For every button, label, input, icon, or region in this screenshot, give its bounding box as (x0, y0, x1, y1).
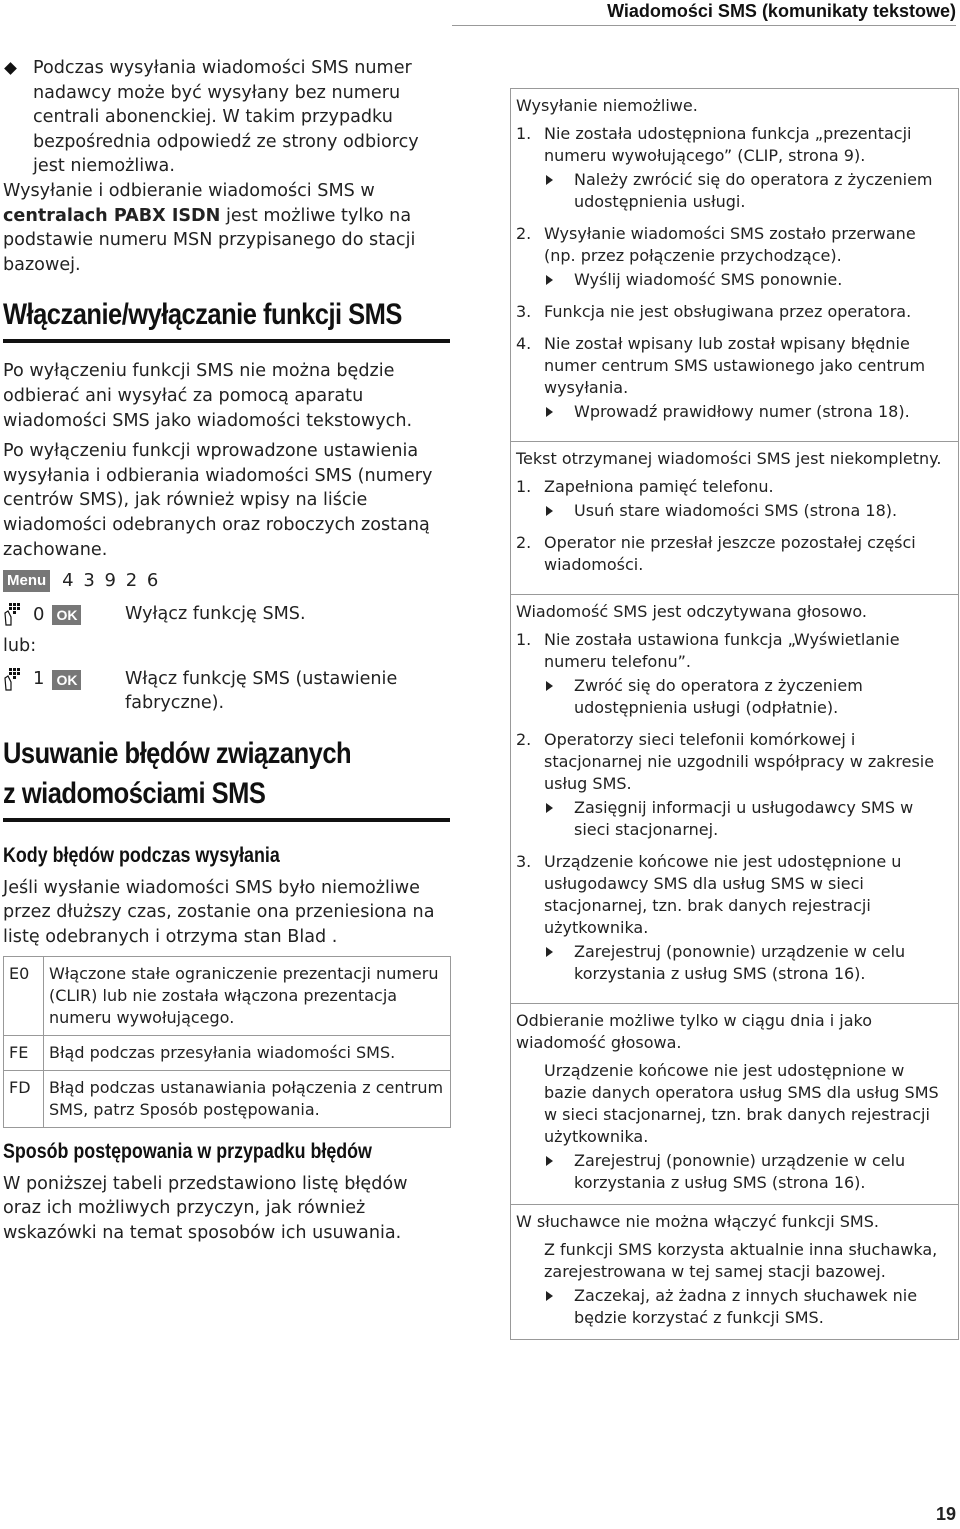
paragraph: Jeśli wysłanie wiadomości SMS było niemożliwe przez dłuższy czas, zostanie ona przeniesiona na listę odebranych i otrzyma stan Blad . (3, 877, 435, 948)
error-code-row (4, 956, 451, 1035)
bullet-note-text: Podczas wysyłania wiadomości SMS numer nadawcy może być wysyłany bez numeru centrali abonenckiej. W takim przypadku bezpośrednia odpowiedź ze strony odbiorcy jest niemożliwa. (33, 58, 419, 177)
paragraph: W poniższej tabeli przedstawiono listę błędów oraz ich możliwych przyczyn, jak również wskazówki na temat sposobów ich usuwania. (3, 1173, 408, 1243)
cause-text: Nie został wpisany lub został wpisany błędnie numer centrum SMS ustawionego jako centrum wysyłania. (544, 334, 926, 397)
remedy-action (544, 941, 952, 985)
triangle-arrow-icon (546, 275, 553, 285)
cause-item (516, 629, 952, 719)
cause-text: Nie została udostępniona funkcja „prezentacji numeru wywołującego” (CLIP, strona 9). (544, 124, 912, 165)
remedy-action (544, 401, 952, 423)
remedy-action (544, 675, 952, 719)
cause-number: 1. (516, 477, 532, 496)
cause-item (516, 851, 952, 985)
paragraph: Po wyłączeniu funkcji SMS nie można będzie odbierać ani wysyłać za pomocą aparatu wiadomości SMS jako wiadomości tekstowych. (3, 361, 413, 431)
triangle-arrow-icon (546, 506, 553, 516)
diamond-bullet-icon (4, 62, 17, 75)
cmd-enable-desc: Włącz funkcję SMS (ustawienie fabryczne). (125, 668, 398, 714)
pabx-note-post: jest możliwe tylko na podstawie numeru MSN przypisanego do stacji bazowej. (3, 205, 416, 275)
remedy-text: Zaczekaj, aż żadna z innych słuchawek nie będzie korzystać z funkcji SMS. (574, 1286, 918, 1327)
cause-number: 2. (516, 533, 532, 552)
header-divider (452, 25, 956, 26)
section-title-line: Usuwanie błędów związanych (3, 736, 352, 770)
cause-item (516, 333, 952, 423)
cause-text: Operatorzy sieci telefonii komórkowej i stacjonarnej nie uzgodnili współpracy w zakresie usług SMS. (544, 730, 935, 793)
remedy-text: Zasięgnij informacji u usługodawcy SMS w sieci stacjonarnej. (574, 798, 914, 839)
or-label: lub: (3, 636, 37, 657)
cause-number: 2. (516, 730, 532, 749)
cause-text: Nie została ustawiona funkcja „Wyświetlanie numeru telefonu”. (544, 630, 900, 671)
error-code: FE (4, 1035, 44, 1070)
cmd-enable (3, 665, 450, 716)
menu-sequence (3, 566, 450, 596)
error-code-row (4, 1035, 451, 1070)
page-number: 19 (935, 1504, 956, 1524)
cause-text: Wysyłanie wiadomości SMS zostało przerwane (np. przez połączenie przychodzące). (544, 224, 916, 265)
header-title: Wiadomości SMS (komunikaty tekstowe) (607, 1, 956, 21)
cause-number: 4. (516, 334, 532, 353)
cause-item (516, 123, 952, 213)
triangle-arrow-icon (546, 407, 553, 417)
keypad-icon (3, 603, 21, 627)
problem-section (511, 88, 958, 441)
keypad-icon (3, 668, 21, 692)
triangle-arrow-icon (546, 803, 553, 813)
problem-title: Tekst otrzymanej wiadomości SMS jest niekompletny. (516, 449, 942, 468)
remedy-text: Zarejestruj (ponownie) urządzenie w celu korzystania z usług SMS (strona 16). (574, 942, 906, 983)
cause-text: Funkcja nie jest obsługiwana przez operatora. (544, 302, 912, 321)
troubleshooting-table (510, 88, 959, 1340)
remedy-action (544, 1285, 952, 1329)
cause-number: 1. (516, 630, 532, 649)
error-desc: Błąd podczas ustanawiania połączenia z centrum SMS, patrz Sposób postępowania. (44, 1070, 451, 1127)
page-header (0, 0, 960, 24)
remedy-text: Zwróć się do operatora z życzeniem udostępnienia usługi (odpłatnie). (574, 676, 863, 717)
remedy-text: Wyślij wiadomość SMS ponownie. (574, 270, 843, 289)
remedy-action (544, 1150, 952, 1194)
cause-item (516, 532, 952, 576)
problem-title: Wiadomość SMS jest odczytywana głosowo. (516, 602, 868, 621)
triangle-arrow-icon (546, 175, 553, 185)
cause-item (516, 301, 952, 323)
remedy-action (544, 169, 952, 213)
ok-key: OK (52, 605, 81, 625)
section-title: Włączanie/wyłączanie funkcji SMS (3, 298, 402, 332)
menu-key: Menu (3, 570, 50, 592)
ok-key: OK (52, 670, 81, 690)
cause-number: 2. (516, 224, 532, 243)
triangle-arrow-icon (546, 1156, 553, 1166)
subsection-title: Sposób postępowania w przypadku błędów (3, 1139, 372, 1163)
error-desc: Włączone stałe ograniczenie prezentacji numeru (CLIR) lub nie została włączona prezentacja numeru wywołującego. (44, 956, 451, 1035)
bullet-note (3, 56, 450, 179)
remedy-text: Należy zwrócić się do operatora z życzeniem udostępnienia usługi. (574, 170, 933, 211)
cmd-disable-desc: Wyłącz funkcję SMS. (125, 604, 306, 625)
error-code-row (4, 1070, 451, 1127)
problem-section (511, 1204, 958, 1339)
cause-text: Zapełniona pamięć telefonu. (544, 477, 774, 496)
digit-key: 0 (33, 603, 45, 625)
error-desc: Błąd podczas przesyłania wiadomości SMS. (44, 1035, 451, 1070)
cmd-disable (3, 600, 450, 630)
cause-text: Urządzenie końcowe nie jest udostępnione w bazie danych operatora usług SMS dla usług SMS w sieci stacjonarnej, tzn. brak danych rejestracji użytkownika. (544, 1061, 939, 1146)
cause-item (516, 476, 952, 522)
error-code: E0 (4, 956, 44, 1035)
menu-digits: 4 3 9 2 6 (62, 569, 161, 591)
problem-title: Wysyłanie niemożliwe. (516, 96, 698, 115)
section-rule (3, 339, 450, 343)
cause-text: Urządzenie końcowe nie jest udostępnione u usługodawcy SMS dla usług SMS w sieci stacjonarnej, tzn. brak danych rejestracji użytkownika. (544, 852, 902, 937)
remedy-text: Wprowadź prawidłowy numer (strona 18). (574, 402, 910, 421)
section-rule (3, 818, 450, 822)
cause-text: Z funkcji SMS korzysta aktualnie inna słuchawka, zarejestrowana w tej samej stacji bazowej. (544, 1240, 938, 1281)
error-codes-table (3, 956, 451, 1128)
remedy-text: Usuń stare wiadomości SMS (strona 18). (574, 501, 898, 520)
pabx-note-pre: Wysyłanie i odbieranie wiadomości SMS w (3, 180, 375, 201)
problem-title: Odbieranie możliwe tylko w ciągu dnia i jako wiadomość głosowa. (516, 1011, 873, 1052)
section-sms-toggle (3, 295, 450, 716)
triangle-arrow-icon (546, 681, 553, 691)
remedy-action (544, 797, 952, 841)
error-code: FD (4, 1070, 44, 1127)
pabx-note-bold: centralach PABX ISDN (3, 205, 221, 226)
cause-text: Operator nie przesłał jeszcze pozostałej części wiadomości. (544, 533, 916, 574)
right-column (510, 88, 959, 1340)
remedy-action (544, 269, 952, 291)
triangle-arrow-icon (546, 947, 553, 957)
cause-number: 3. (516, 302, 532, 321)
section-title-line: z wiadomościami SMS (3, 776, 266, 810)
problem-section (511, 1003, 958, 1204)
section-troubleshooting (3, 734, 450, 1246)
pabx-note (3, 179, 450, 277)
remedy-action (544, 500, 952, 522)
cause-item (516, 1060, 952, 1194)
cause-item (516, 223, 952, 291)
cause-item (516, 729, 952, 841)
triangle-arrow-icon (546, 1291, 553, 1301)
problem-title: W słuchawce nie można włączyć funkcji SMS. (516, 1212, 879, 1231)
remedy-text: Zarejestruj (ponownie) urządzenie w celu korzystania z usług SMS (strona 16). (574, 1151, 906, 1192)
cause-number: 3. (516, 852, 532, 871)
problem-section (511, 441, 958, 594)
cause-number: 1. (516, 124, 532, 143)
digit-key: 1 (33, 668, 45, 690)
cause-item (516, 1239, 952, 1329)
problem-section (511, 594, 958, 1003)
paragraph: Po wyłączeniu funkcji wprowadzone ustawienia wysyłania i odbierania wiadomości SMS (numery centrów SMS), jak również wpisy na liście wiadomości odebranych oraz roboczych zostaną zachowane. (3, 441, 433, 560)
subsection-title: Kody błędów podczas wysyłania (3, 843, 280, 867)
left-column (3, 56, 450, 1245)
